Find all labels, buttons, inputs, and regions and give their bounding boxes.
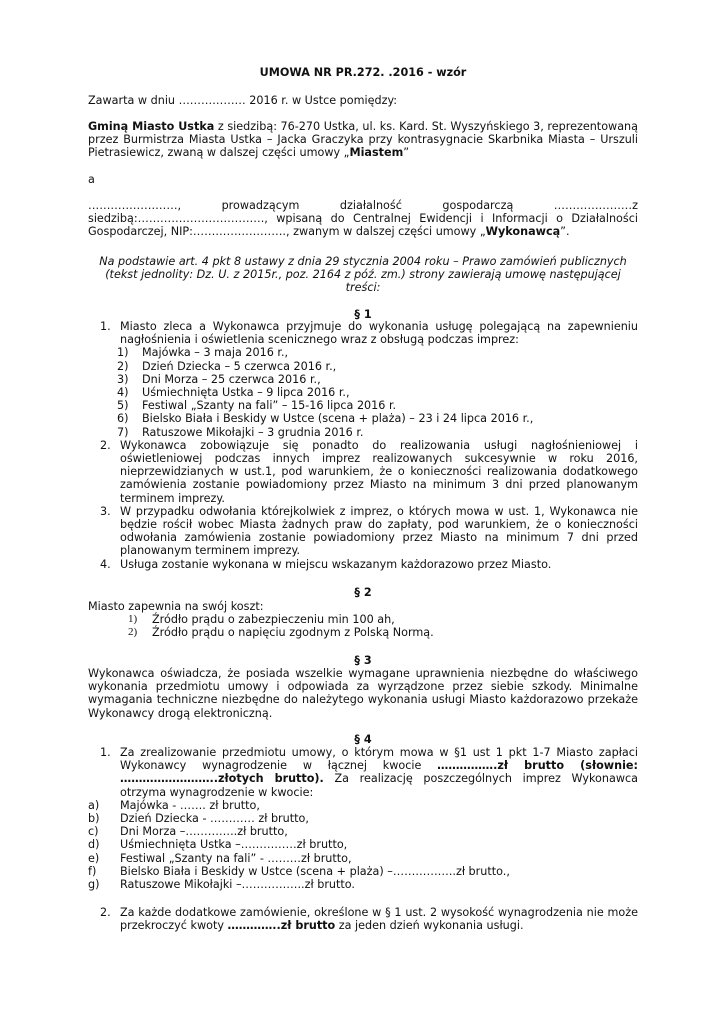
section-2-intro: Miasto zapewnia na swój koszt: [88, 600, 264, 613]
fee-text: Dni Morza –…………..zł brutto, [120, 825, 288, 839]
event-item [88, 426, 638, 439]
event-item [88, 373, 638, 386]
document-title: UMOWA NR PR.272. .2016 - wzór [259, 66, 467, 79]
event-number: 4) [117, 386, 129, 400]
event-item [88, 346, 638, 359]
event-item [88, 412, 638, 425]
supply-item [88, 613, 638, 626]
event-text: Majówka – 3 maja 2016 r., [142, 346, 289, 360]
fee-item [88, 838, 638, 851]
fee-item [88, 812, 638, 825]
section-2-body [88, 600, 638, 640]
clause-4-2 [88, 906, 638, 932]
event-text: Uśmiechnięta Ustka – 9 lipca 2016 r., [142, 386, 350, 400]
fee-letter: f) [88, 864, 97, 878]
event-text: Dni Morza – 25 czerwca 2016 r., [142, 372, 321, 386]
clause-number: 3. [100, 504, 111, 518]
intro-line: Zawarta w dniu ……………… 2016 r. w Ustce pomiędzy: [88, 94, 398, 107]
fee-text: Ratuszowe Mikołajki –……………..zł brutto. [120, 878, 355, 892]
event-number: 6) [117, 412, 129, 426]
event-number: 2) [117, 359, 129, 373]
fee-text: Dzień Dziecka - ………… zł brutto, [120, 812, 309, 826]
section-1-body [88, 320, 638, 571]
clause-number: 4. [100, 557, 111, 571]
fee-text: Majówka - ……. zł brutto, [120, 798, 260, 812]
and-connector: a [88, 173, 95, 186]
event-text: Bielsko Biała i Beskidy w Ustce (scena + plaża) – 23 i 24 lipca 2016 r., [142, 412, 534, 426]
fee-text: Bielsko Biała i Beskidy w Ustce (scena + plaża) –……………..zł brutto., [120, 864, 510, 878]
event-item [88, 386, 638, 399]
fee-item [88, 865, 638, 878]
fee-letter: c) [88, 825, 99, 839]
clause-text: Miasto zleca a Wykonawca przyjmuje do wykonania usługę polegającą na zapewnieniu nagłośnienia i oświetlenia scenicznego wraz z obsługą podczas imprez: [120, 320, 638, 347]
clause-number: 2. [100, 906, 111, 919]
clause-text-part: Za realizację poszczególnych imprez Wykonawca otrzyma wynagrodzenie w kwocie: [120, 772, 638, 799]
section-3-text: Wykonawca oświadcza, że posiada wszelkie wymagane uprawnienia niezbędne do właściwego wykonania przedmiotu umowy i odpowiada za wyrządzone przez siebie szkody. Minimalne wymagania techniczne niezbędne do należytego wykonania usługi Miasto każdorazowo przekaże Wykonawcy drogą elektroniczną. [88, 667, 638, 720]
clause-text-part: za jeden dzień wykonania usługi. [335, 919, 524, 933]
event-item [88, 360, 638, 373]
party2-paragraph [88, 199, 638, 239]
party2-text: ……………………, prowadzącym działalność gospodarczą …………………z siedzibą:……………………………., wpisaną do Centralnej Ewidencji i Informacji o Działalności Gospodarczej, NIP:……………………., zwanym w dalszej części umowy „ [88, 199, 638, 239]
clause-text [120, 746, 638, 799]
supply-number: 1) [128, 613, 138, 626]
supply-item [88, 626, 638, 639]
party2-alias: Wykonawcą [485, 225, 561, 239]
event-number: 1) [117, 346, 129, 360]
clause-text-part: Za zrealizowanie przedmiotu umowy, o którym mowa w §1 ust 1 pkt 1-7 Miasto zapłaci Wykonawcy wynagrodzenie w łącznej kwocie [120, 746, 638, 773]
event-text: Dzień Dziecka – 5 czerwca 2016 r., [142, 359, 337, 373]
event-item [88, 399, 638, 412]
clause-4-1 [88, 746, 638, 799]
clause-text-part: Za każde dodatkowe zamówienie, określone w § 1 ust. 2 wysokość wynagrodzenia nie może przekroczyć kwoty [120, 906, 638, 933]
fee-text: Festiwal „Szanty na fali” - ………zł brutto, [120, 851, 352, 865]
party1-name: Gminą Miasto Ustka [88, 120, 215, 133]
fee-letter: d) [88, 838, 100, 852]
clause-1-3 [88, 505, 638, 558]
clause-1-1 [88, 320, 638, 346]
clause-text: Wykonawca zobowiązuje się ponadto do realizowania usługi nagłośnieniowej i oświetleniowej podczas innych imprez realizowanych sukcesywnie w roku 2016, nieprzewidzianych w ust.1, pod warunkiem, że o konieczności realizowania dodatkowego zamówienia zostanie powiadomiony przez Miasto na minimum 3 dni przed planowanym terminem imprezy. [120, 438, 638, 505]
party2-end: ”. [560, 225, 570, 239]
event-number: 5) [117, 399, 129, 413]
section-4-heading: § 4 [354, 733, 372, 746]
extra-amount: …………..zł brutto [227, 919, 336, 933]
party1-end: ” [403, 146, 410, 160]
fee-letter: g) [88, 878, 100, 892]
party1-text: z siedzibą: 76-270 Ustka, ul. ks. Kard. St. Wyszyńskiego 3, reprezentowaną przez Burmistrza Miasta Ustka – Jacka Graczyka przy kontrasygnacie Skarbnika Miasta – Urszuli Pietrasiewicz, zwaną w dalszej części umowy „ [88, 120, 638, 160]
fee-item [88, 799, 638, 812]
section-1-heading: § 1 [354, 308, 372, 321]
fee-item [88, 852, 638, 865]
clause-text: W przypadku odwołania którejkolwiek z imprez, o których mowa w ust. 1, Wykonawca nie będzie rościł wobec Miasta żadnych praw do zapłaty, pod warunkiem, że o konieczności odwołania zamówienia zostanie powiadomiony przez Miasto na minimum 7 dni przed planowanym terminem imprezy. [120, 504, 638, 558]
event-number: 3) [117, 372, 129, 386]
fee-letter: a) [88, 798, 100, 812]
clause-text: Usługa zostanie wykonana w miejscu wskazanym każdorazowo przez Miasto. [120, 557, 552, 571]
clause-text [120, 906, 638, 932]
legal-basis: Na podstawie art. 4 pkt 8 ustawy z dnia 29 stycznia 2004 roku – Prawo zamówień publicznych (tekst jednolity: Dz. U. z 2015r., poz. 2164 z póź. zm.) strony zawierają umowę następującej treści: [99, 255, 627, 295]
clause-1-2 [88, 439, 638, 505]
fee-letter: b) [88, 812, 100, 826]
section-4-body [88, 746, 638, 891]
clause-number: 2. [100, 438, 111, 452]
event-text: Festiwal „Szanty na fali” – 15-16 lipca 2016 r. [142, 399, 397, 413]
party1-alias: Miastem [349, 146, 404, 160]
fee-text: Uśmiechnięta Ustka –……………zł brutto, [120, 838, 348, 852]
clause-4-2-row [88, 906, 638, 932]
section-2-heading: § 2 [354, 586, 372, 599]
section-3-heading: § 3 [354, 654, 372, 667]
supply-number: 2) [128, 626, 138, 639]
total-amount: …………….zł brutto (słownie: ……………………..złotych brutto). [120, 759, 638, 786]
clause-number: 1. [100, 320, 111, 333]
event-number: 7) [117, 425, 129, 439]
supply-text: Źródło prądu o napięciu zgodnym z Polską Normą. [152, 626, 434, 640]
fee-item [88, 825, 638, 838]
supply-text: Źródło prądu o zabezpieczeniu min 100 ah, [152, 613, 395, 627]
party1-paragraph [88, 120, 638, 160]
fee-letter: e) [88, 851, 100, 865]
event-text: Ratuszowe Mikołajki – 3 grudnia 2016 r. [142, 425, 364, 439]
clause-number: 1. [100, 746, 111, 759]
fee-item [88, 878, 638, 891]
clause-1-4 [88, 558, 638, 571]
